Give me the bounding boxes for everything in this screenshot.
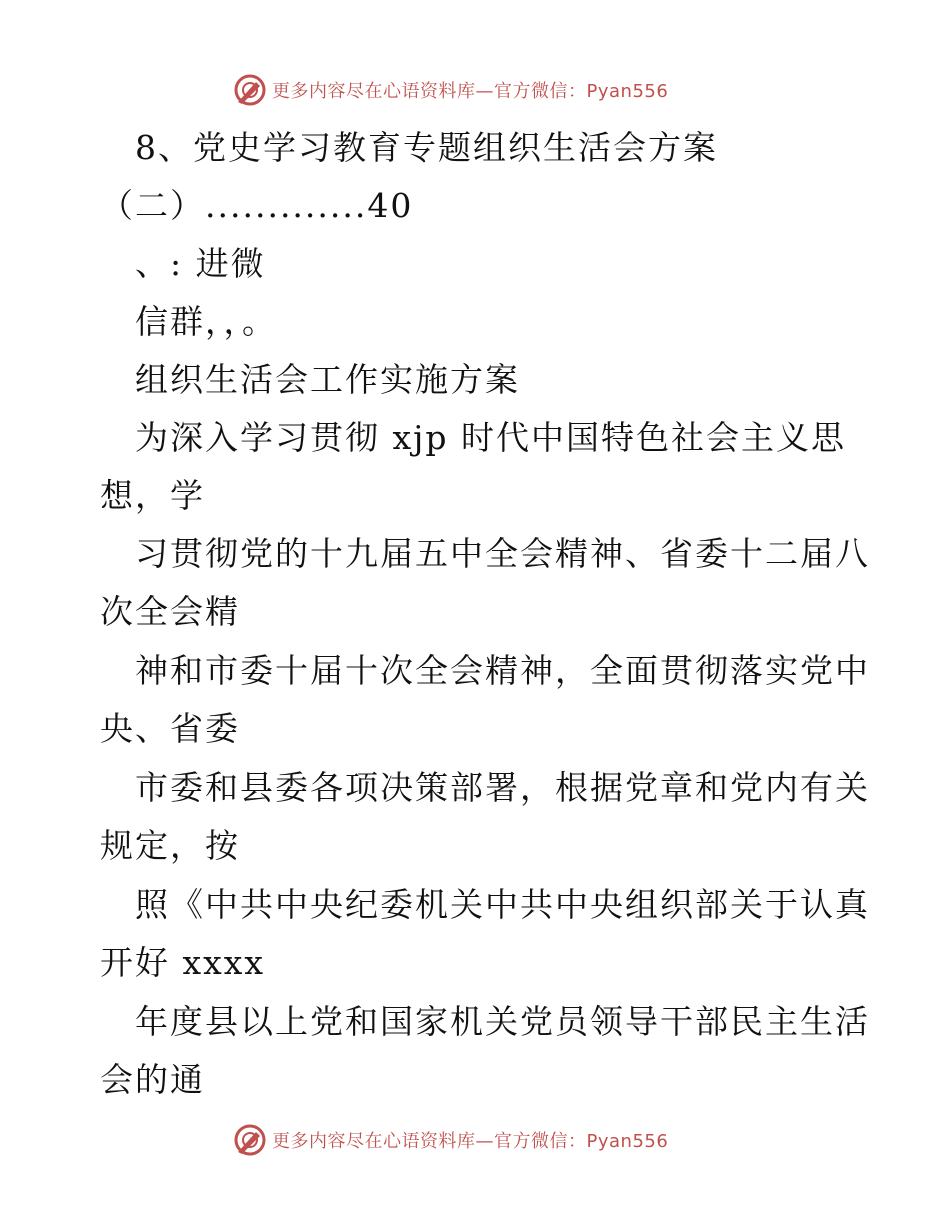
paragraph-line: 习贯彻党的十九届五中全会精神、省委十二届八 [135, 534, 870, 573]
header-banner [232, 70, 668, 110]
text-line: 信群，，。 [135, 302, 277, 341]
paragraph-line: 想，学 [100, 476, 205, 515]
section-heading: 组织生活会工作实施方案 [135, 360, 520, 399]
banner-text: 更多内容尽在心语资料库—官方微信：Pyan556 [272, 81, 669, 102]
footer-banner [232, 1120, 668, 1160]
paragraph-line: 年度县以上党和国家机关党员领导干部民主生活 [135, 1002, 870, 1041]
paragraph-line: 会的通 [100, 1060, 205, 1099]
paragraph-line: 央、省委 [100, 709, 240, 748]
paragraph-line: 规定，按 [100, 826, 240, 865]
pen-logo-icon [232, 72, 268, 108]
toc-entry-page: （二）.............40 [100, 186, 414, 225]
paragraph-line: 神和市委十届十次全会精神，全面贯彻落实党中 [135, 651, 870, 690]
paragraph-line: 为深入学习贯彻 xjp 时代中国特色社会主义思 [135, 418, 846, 457]
paragraph-line: 市委和县委各项决策部署，根据党章和党内有关 [135, 768, 870, 807]
banner-text: 更多内容尽在心语资料库—官方微信：Pyan556 [272, 1131, 669, 1152]
pen-logo-icon [232, 1122, 268, 1158]
text-line: 、: 进微 [135, 244, 266, 283]
paragraph-line: 照《中共中央纪委机关中共中央组织部关于认真 [135, 885, 870, 924]
paragraph-line: 开好 xxxx [100, 943, 265, 982]
paragraph-line: 次全会精 [100, 592, 240, 631]
toc-entry-title: 8、党史学习教育专题组织生活会方案 [135, 128, 718, 167]
